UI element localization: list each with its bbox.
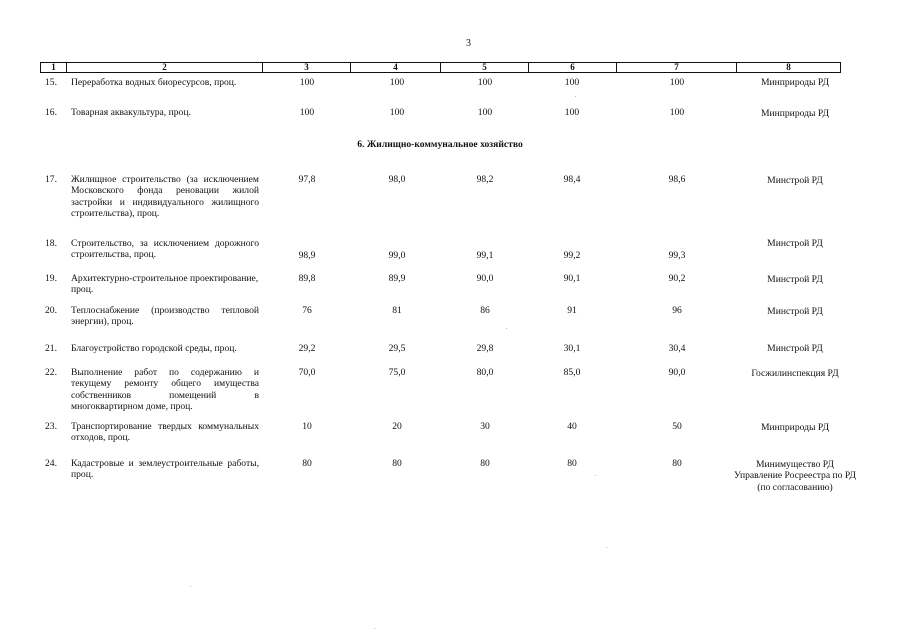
value-col7: 100	[669, 77, 685, 88]
value-col3: 76	[302, 305, 312, 316]
value-col6: 100	[564, 107, 580, 118]
value-col4: 81	[392, 305, 402, 316]
value-col3: 89,8	[298, 273, 316, 284]
row-name: Переработка водных биоресурсов, проц.	[71, 77, 237, 88]
value-col3: 97,8	[298, 174, 316, 185]
value-col4: 100	[389, 77, 405, 88]
value-col4: 80	[392, 458, 402, 469]
value-col5: 98,2	[476, 174, 494, 185]
value-col4: 20	[392, 421, 402, 432]
value-col7: 90,2	[668, 273, 686, 284]
responsible: Минстрой РД	[767, 274, 823, 285]
value-col6: 91	[567, 305, 577, 316]
value-col5: 100	[477, 77, 493, 88]
responsible: Минприроды РД	[760, 422, 830, 433]
scan-speck	[190, 586, 191, 587]
value-col3: 100	[299, 77, 315, 88]
header-row	[41, 63, 841, 73]
row-number: 19.	[45, 273, 57, 284]
row-number: 15.	[45, 77, 57, 88]
value-col6: 85,0	[563, 367, 581, 378]
row-number: 18.	[45, 238, 57, 249]
value-col7: 96	[672, 305, 682, 316]
scan-speck	[606, 547, 607, 548]
row-number: 16.	[45, 107, 57, 118]
row-number: 22.	[45, 367, 57, 378]
responsible: Минстрой РД	[767, 175, 823, 186]
value-col5: 90,0	[476, 273, 494, 284]
row-name: Жилищное строительство (за исключением Московского фонда реновации жилой застройки и индивидуального жилищного строительства), проц.	[71, 174, 259, 220]
value-col6: 99,2	[563, 250, 581, 261]
value-col7: 98,6	[668, 174, 686, 185]
value-col3: 80	[302, 458, 312, 469]
header-cell: 6	[529, 63, 617, 73]
responsible: Минстрой РД	[767, 306, 823, 317]
value-col6: 80	[567, 458, 577, 469]
value-col6: 100	[564, 77, 580, 88]
value-col4: 89,9	[388, 273, 406, 284]
row-number: 21.	[45, 343, 57, 354]
value-col5: 100	[477, 107, 493, 118]
value-col3: 100	[299, 107, 315, 118]
row-name: Выполнение работ по содержанию и текущему ремонту общего имущества собственников помещений в многоквартирном доме, проц.	[71, 367, 259, 413]
header-cell: 5	[441, 63, 529, 73]
value-col3: 10	[302, 421, 312, 432]
responsible: Минстрой РД	[767, 343, 823, 354]
value-col5: 80	[480, 458, 490, 469]
row-name: Транспортирование твердых коммунальных отходов, проц.	[71, 421, 259, 444]
responsible: Госжилинспекция РД	[751, 368, 839, 379]
value-col3: 29,2	[298, 343, 316, 354]
value-col5: 80,0	[476, 367, 494, 378]
responsible: Минприроды РД	[760, 108, 830, 119]
row-name: Строительство, за исключением дорожного строительства, проц.	[71, 238, 259, 261]
value-col7: 100	[669, 107, 685, 118]
value-col7: 50	[672, 421, 682, 432]
value-col5: 29,8	[476, 343, 494, 354]
responsible: Минприроды РД	[760, 77, 830, 88]
value-col4: 100	[389, 107, 405, 118]
value-col6: 98,4	[563, 174, 581, 185]
row-name: Архитектурно-строительное проектирование, проц.	[71, 273, 259, 296]
row-number: 24.	[45, 458, 57, 469]
section-title: 6. Жилищно-коммунальное хозяйство	[357, 139, 523, 150]
header-cell: 3	[263, 63, 351, 73]
scan-speck	[506, 328, 507, 329]
value-col4: 75,0	[388, 367, 406, 378]
row-name: Кадастровые и землеустроительные работы, проц.	[71, 458, 259, 481]
page-number: 3	[466, 38, 471, 49]
row-number: 23.	[45, 421, 57, 432]
scan-speck	[595, 475, 596, 476]
row-number: 20.	[45, 305, 57, 316]
header-table	[40, 62, 841, 73]
row-name: Товарная аквакультура, проц.	[71, 107, 191, 118]
value-col7: 80	[672, 458, 682, 469]
value-col4: 98,0	[388, 174, 406, 185]
value-col6: 40	[567, 421, 577, 432]
value-col5: 99,1	[476, 250, 494, 261]
value-col3: 70,0	[298, 367, 316, 378]
value-col6: 30,1	[563, 343, 581, 354]
header-cell: 4	[351, 63, 441, 73]
value-col4: 29,5	[388, 343, 406, 354]
responsible: Минстрой РД	[767, 238, 823, 249]
responsible: Минимущество РД Управление Росреестра по РД (по согласованию)	[734, 459, 856, 493]
row-name: Теплоснабжение (производство тепловой энергии), проц.	[71, 305, 259, 328]
scan-speck	[374, 628, 375, 629]
header-cell: 7	[617, 63, 737, 73]
row-name: Благоустройство городской среды, проц.	[71, 343, 237, 354]
header-cell: 1	[41, 63, 67, 73]
value-col7: 99,3	[668, 250, 686, 261]
scan-speck	[575, 96, 576, 97]
value-col5: 30	[480, 421, 490, 432]
header-cell: 2	[67, 63, 263, 73]
row-number: 17.	[45, 174, 57, 185]
value-col4: 99,0	[388, 250, 406, 261]
value-col7: 90,0	[668, 367, 686, 378]
value-col7: 30,4	[668, 343, 686, 354]
value-col6: 90,1	[563, 273, 581, 284]
value-col5: 86	[480, 305, 490, 316]
header-cell: 8	[737, 63, 841, 73]
value-col3: 98,9	[298, 250, 316, 261]
